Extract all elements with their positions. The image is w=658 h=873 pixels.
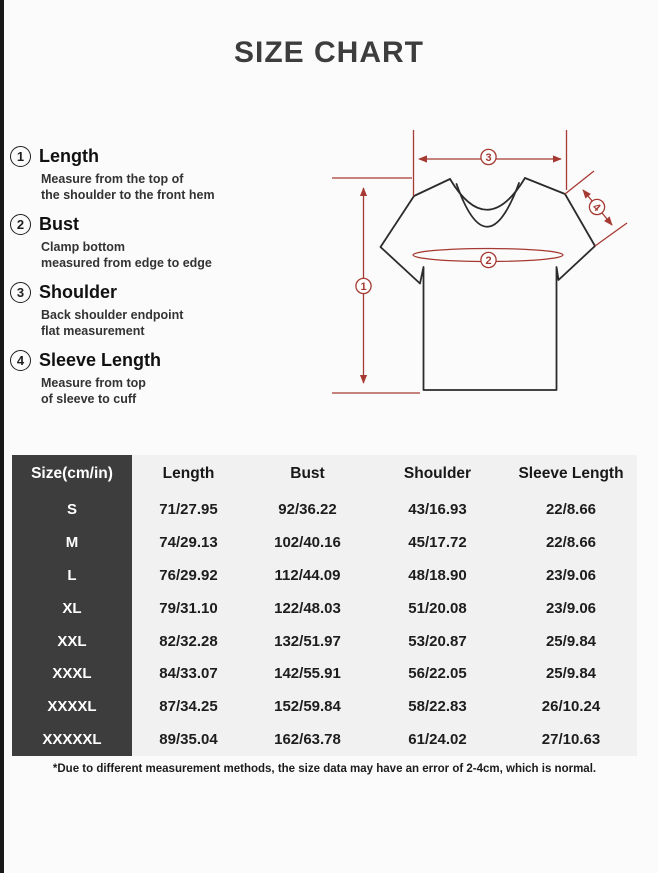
measurement-cell: 53/20.87 xyxy=(408,632,467,650)
definition-number-badge: 3 xyxy=(10,282,31,303)
measurement-cell: 22/8.66 xyxy=(545,533,597,551)
definition-description-line: Clamp bottom xyxy=(41,240,126,254)
measurement-cell: 48/18.90 xyxy=(408,566,467,584)
measurement-cell: 71/27.95 xyxy=(159,500,218,518)
definition-term: Bust xyxy=(39,214,79,234)
size-cell: XXXXXL xyxy=(12,723,132,756)
size-cell: XXL xyxy=(12,625,132,658)
tshirt-outline xyxy=(381,178,596,390)
measurement-cell: 89/35.04 xyxy=(159,731,218,749)
size-cell: S xyxy=(12,493,132,526)
diagram-callout-3: 3 xyxy=(485,152,492,164)
size-table xyxy=(12,455,637,756)
measurement-cell: 25/9.84 xyxy=(545,632,597,650)
measurement-cell: 43/16.93 xyxy=(408,500,467,518)
definition-term: Length xyxy=(39,146,99,166)
measurement-disclaimer: *Due to different measurement methods, the size data may have an error of 2-4cm, which is normal. xyxy=(52,763,597,775)
diagram-callout-1: 1 xyxy=(360,281,367,293)
measurement-cell: 87/34.25 xyxy=(159,698,218,716)
left-edge-bar xyxy=(0,0,4,873)
definition-item xyxy=(10,214,310,271)
measurement-cell: 84/33.07 xyxy=(159,665,218,683)
definition-term: Sleeve Length xyxy=(39,350,162,370)
measurement-cell: 92/36.22 xyxy=(278,500,337,518)
measurement-cell: 56/22.05 xyxy=(408,665,467,683)
measurement-cell: 79/31.10 xyxy=(159,599,218,617)
measurement-cell: 132/51.97 xyxy=(274,632,341,650)
size-cell: XXXL xyxy=(12,657,132,690)
definition-description-line: Measure from the top of xyxy=(41,172,184,186)
definition-number-badge: 2 xyxy=(10,214,31,235)
definition-description-line: of sleeve to cuff xyxy=(41,392,137,406)
measurement-cell: 22/8.66 xyxy=(545,500,597,518)
definition-number-badge: 1 xyxy=(10,146,31,167)
measurement-cell: 51/20.08 xyxy=(408,599,467,617)
measurement-cell: 82/32.28 xyxy=(159,632,218,650)
measurement-cell: 122/48.03 xyxy=(274,599,341,617)
definition-description-line: the shoulder to the front hem xyxy=(41,188,215,202)
size-cell: XXXXL xyxy=(12,690,132,723)
definition-description-line: flat measurement xyxy=(41,324,145,338)
column-header-length: Length xyxy=(162,465,215,482)
measurement-guides xyxy=(332,130,627,393)
diagram-callout-2: 2 xyxy=(485,255,492,267)
definition-description-line: Back shoulder endpoint xyxy=(41,308,184,322)
definition-description-line: Measure from top xyxy=(41,376,146,390)
measurement-cell: 25/9.84 xyxy=(545,665,597,683)
measurement-cell: 45/17.72 xyxy=(408,533,467,551)
column-header-size: Size(cm/in) xyxy=(12,455,132,493)
measurement-cell: 27/10.63 xyxy=(541,731,601,749)
measurement-cell: 112/44.09 xyxy=(274,566,341,584)
size-cell: M xyxy=(12,526,132,559)
page-title: SIZE CHART xyxy=(234,36,424,69)
measurement-cell: 23/9.06 xyxy=(545,599,597,617)
definition-number-badge: 4 xyxy=(10,350,31,371)
definitions-list xyxy=(10,146,310,418)
definition-item xyxy=(10,146,310,203)
definition-description-line: measured from edge to edge xyxy=(41,256,212,270)
measurement-cell: 162/63.78 xyxy=(274,731,341,749)
definition-item xyxy=(10,282,310,339)
definition-term: Shoulder xyxy=(39,282,118,302)
measurement-cell: 102/40.16 xyxy=(274,533,341,551)
measurement-cell: 76/29.92 xyxy=(159,566,218,584)
column-header-bust: Bust xyxy=(290,465,325,482)
measurement-cell: 61/24.02 xyxy=(408,731,467,749)
measurement-cell: 23/9.06 xyxy=(545,566,597,584)
column-header-sleeve-length: Sleeve Length xyxy=(518,465,624,482)
measurement-cell: 58/22.83 xyxy=(408,698,467,716)
measurement-cell: 74/29.13 xyxy=(159,533,218,551)
diagram-callout-4: 4 xyxy=(590,201,603,215)
column-header-shoulder: Shoulder xyxy=(403,465,472,482)
tshirt-measurement-diagram xyxy=(330,110,658,430)
size-cell: XL xyxy=(12,592,132,625)
measurement-cell: 142/55.91 xyxy=(274,665,341,683)
measurement-cell: 152/59.84 xyxy=(274,698,341,716)
definition-item xyxy=(10,350,310,407)
size-cell: L xyxy=(12,559,132,592)
measurement-cell: 26/10.24 xyxy=(541,698,601,716)
